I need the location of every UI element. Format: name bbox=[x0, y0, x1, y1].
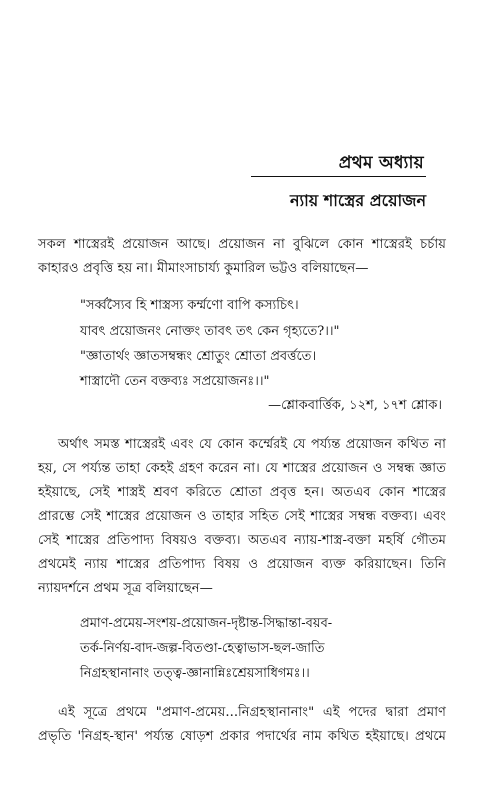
para1-line-2: কাহারও প্রবৃত্তি হয় না। মীমাংসাচার্য্য কুমারিল ভট্টও বলিয়াছেন— bbox=[38, 261, 369, 276]
heading-divider bbox=[251, 176, 426, 177]
quote-line-1: "সৰ্ব্বস্যৈব হি শাস্ত্রস্য কর্ম্মণো বাপি কস্যচিৎ। bbox=[80, 298, 299, 313]
para2-line-7: ন্যায়দর্শনে প্রথম সূত্র বলিয়াছেন— bbox=[38, 581, 213, 596]
para2-line-6: প্রথমেই ন্যায় শাস্ত্রের প্রতিপাদ্য বিষয় ও প্রয়োজন ব্যক্ত করিয়াছেন। তিনি bbox=[38, 557, 446, 572]
sutra-line-1: প্রমাণ-প্রমেয়-সংশয়-প্রয়োজন-দৃষ্টান্ত-সিদ্ধান্তা-বয়ব- bbox=[80, 616, 333, 631]
chapter-heading: প্রথম অধ্যায় bbox=[338, 153, 424, 173]
para2-line-5: সেই শাস্ত্রের প্রতিপাদ্য বিষয়ও বক্তব্য। অতএব ন্যায়-শাস্ত্র-বক্তা মহর্ষি গৌতম bbox=[38, 533, 446, 548]
section-title: ন্যায় শাস্ত্রের প্রয়োজন bbox=[289, 191, 426, 210]
quote-line-4: শাস্ত্রাদৌ তেন বক্তব্যঃ সপ্রয়োজনঃ।।" bbox=[80, 374, 270, 389]
para2-line-2: হয়, সে পর্য্যন্ত তাহা কেহই গ্রহণ করেন না। যে শাস্ত্রের প্রয়োজন ও সম্বন্ধ জ্ঞাত bbox=[38, 461, 446, 476]
sutra-line-3: নিগ্রহস্থানানাং তত্ত্ব-জ্ঞানান্নিঃশ্রেয়সাধিগমঃ।। bbox=[80, 666, 310, 681]
para3-line-2: প্রভৃতি 'নিগ্রহ-স্থান' পর্য্যন্ত ষোড়শ প্রকার পদার্থের নাম কথিত হইয়াছে। প্রথমে bbox=[38, 729, 446, 744]
quote-line-3: "জ্ঞাতার্থং জ্ঞাতসম্বন্ধং শ্রোতুং শ্রোতা প্রবর্ত্ততে। bbox=[80, 349, 317, 364]
sutra-line-2: তর্ক-নির্ণয়-বাদ-জল্প-বিতণ্ডা-হেত্বাভাস-ছল-জাতি bbox=[80, 641, 325, 656]
para2-line-4: প্রারম্ভে সেই শাস্ত্রের প্রয়োজন ও তাহার সহিত সেই শাস্ত্রের সম্বন্ধ বক্তব্য। এবং bbox=[38, 509, 446, 524]
para3-line-1: এই সূত্রে প্রথমে "প্রমাণ-প্রমেয়...নিগ্রহস্থানানাং" এই পদের দ্বারা প্রমাণ bbox=[58, 705, 446, 720]
para1-line-1: সকল শাস্ত্রেরই প্রয়োজন আছে। প্রয়োজন না বুঝিলে কোন শাস্ত্রেরই চর্চায় bbox=[38, 237, 446, 252]
para2-line-1: অর্থাৎ সমস্ত শাস্ত্রেরই এবং যে কোন কর্ম্মেরই যে পর্য্যন্ত প্রয়োজন কথিত না bbox=[58, 437, 446, 452]
quote-line-2: যাবৎ প্রয়োজনং নোক্তং তাবৎ তৎ কেন গৃহ্যতে?।।" bbox=[80, 324, 340, 339]
quote-citation: —শ্লোকবার্ত্তিক, ১২শ, ১৭শ শ্লোক। bbox=[268, 398, 442, 413]
para2-line-3: হইয়াছে, সেই শাস্ত্রই শ্রবণ করিতে শ্রোতা প্রবৃত্ত হন। অতএব কোন শাস্ত্রের bbox=[38, 485, 446, 500]
